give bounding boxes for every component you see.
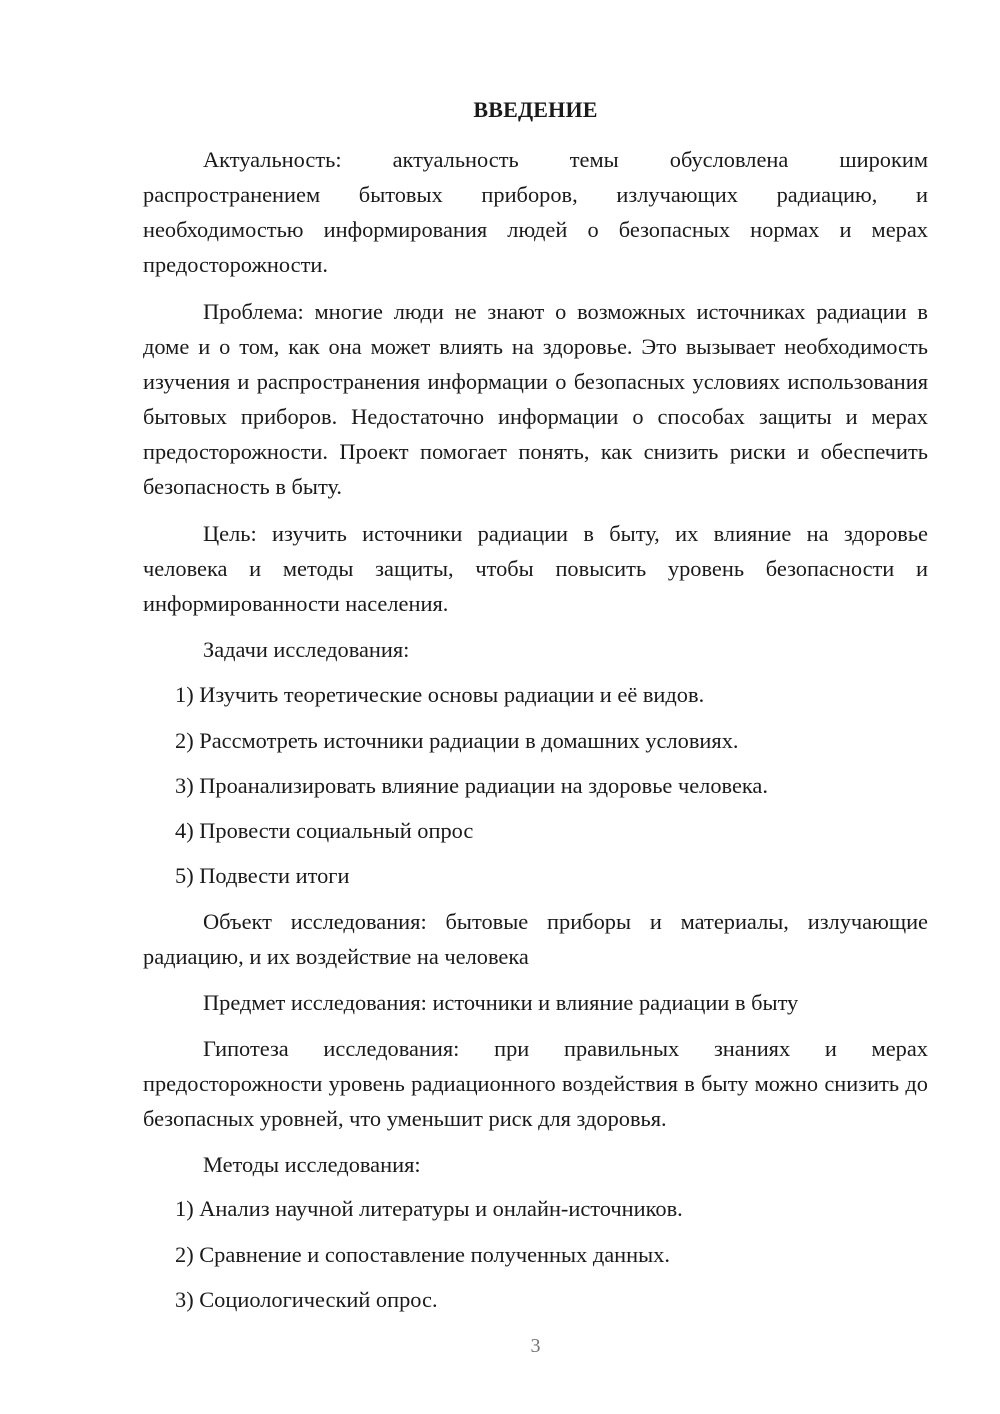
subject-paragraph: Предмет исследования: источники и влияние радиации в быту <box>203 990 799 1015</box>
goal-paragraph: Цель: изучить источники радиации в быту, их влияние на здоровье человека и методы защиты, чтобы повысить уровень безопасности и информированности населения. <box>143 521 928 616</box>
method-item-3: 3) Социологический опрос. <box>175 1287 438 1312</box>
relevance-paragraph: Актуальность: актуальность темы обусловлена широким распространением бытовых приборов, излучающих радиацию, и необходимостью информирования людей о безопасных нормах и мерах предосторожности. <box>143 147 928 277</box>
method-item-1: 1) Анализ научной литературы и онлайн-источников. <box>175 1196 683 1221</box>
hypothesis-paragraph: Гипотеза исследования: при правильных знаниях и мерах предосторожности уровень радиационного воздействия в быту можно снизить до безопасных уровней, что уменьшит риск для здоровья. <box>143 1036 928 1131</box>
methods-heading: Методы исследования: <box>203 1152 421 1177</box>
task-item-1: 1) Изучить теоретические основы радиации и её видов. <box>175 682 705 707</box>
method-item-2: 2) Сравнение и сопоставление полученных данных. <box>175 1242 670 1267</box>
object-paragraph: Объект исследования: бытовые приборы и материалы, излучающие радиацию, и их воздействие на человека <box>143 909 928 969</box>
task-item-2: 2) Рассмотреть источники радиации в домашних условиях. <box>175 728 739 753</box>
task-item-4: 4) Провести социальный опрос <box>175 818 474 843</box>
problem-paragraph: Проблема: многие люди не знают о возможных источниках радиации в доме и о том, как она может влиять на здоровье. Это вызывает необходимость изучения и распространения информации о безопасных условиях использования бытовых приборов. Недостаточно информации о способах защиты и мерах предосторожности. Проект помогает понять, как снизить риски и обеспечить безопасность в быту. <box>143 299 928 499</box>
tasks-heading: Задачи исследования: <box>203 637 410 662</box>
page-number: 3 <box>530 1335 541 1357</box>
document-page <box>143 0 928 1414</box>
page-title: ВВЕДЕНИЕ <box>473 97 598 122</box>
task-item-3: 3) Проанализировать влияние радиации на здоровье человека. <box>175 773 768 798</box>
task-item-5: 5) Подвести итоги <box>175 863 350 888</box>
